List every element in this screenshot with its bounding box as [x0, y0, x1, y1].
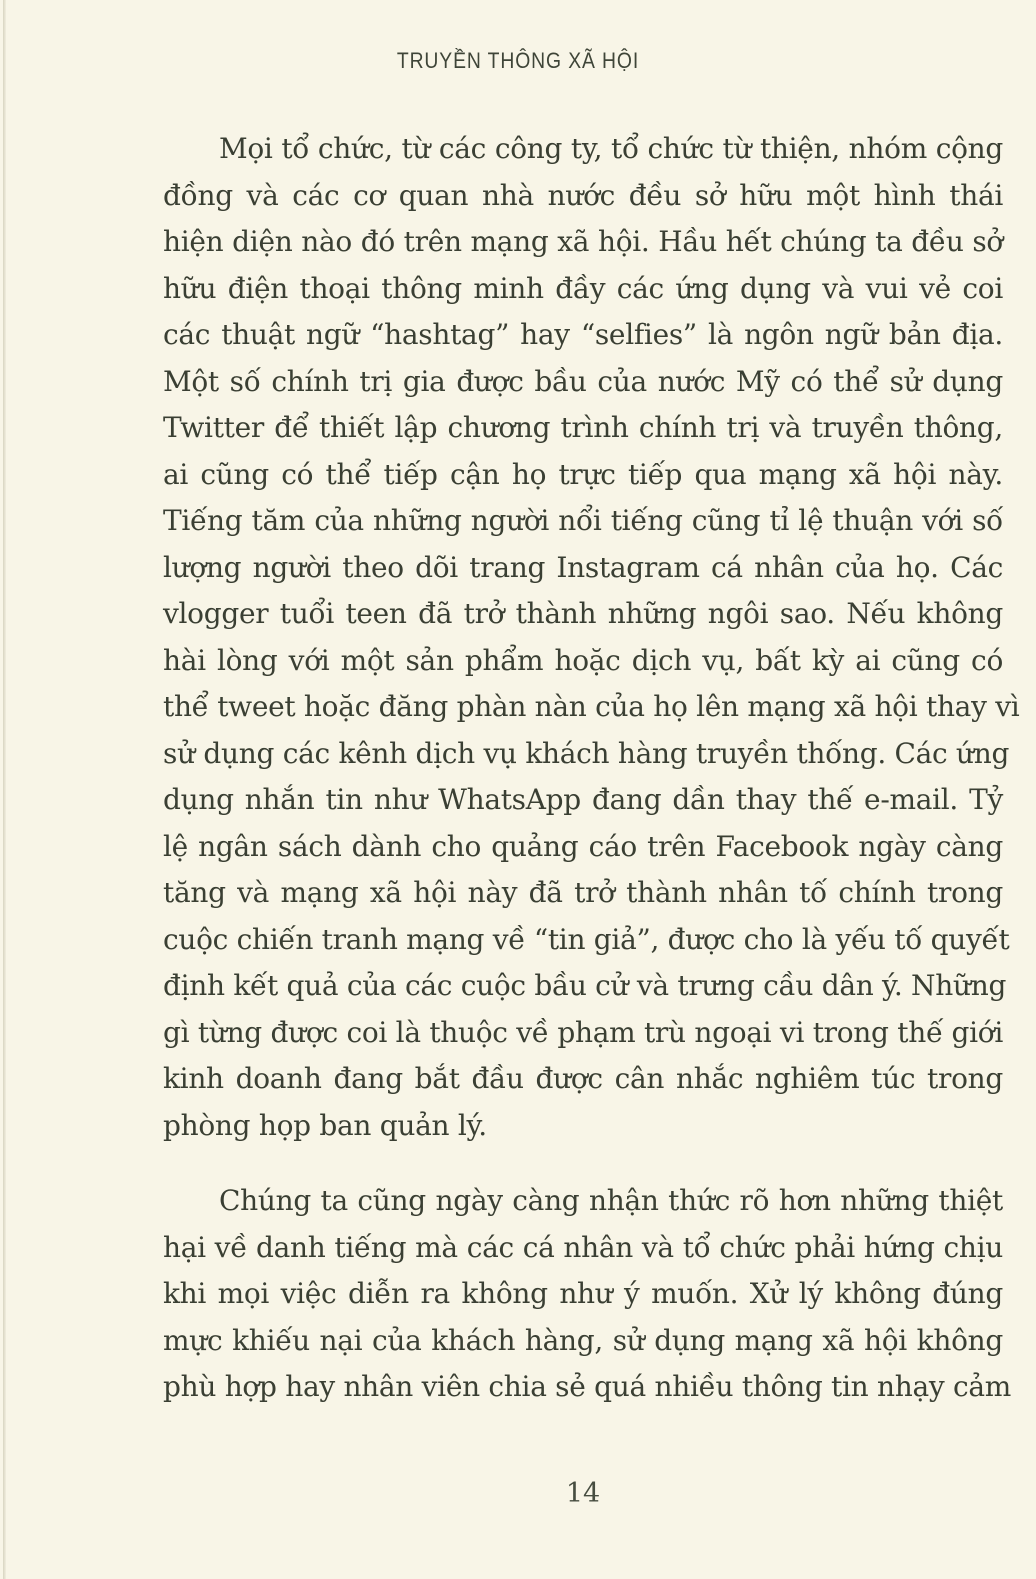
text-column [163, 126, 1020, 1411]
page-number: 14 [565, 1478, 601, 1509]
text-line: đồng và các cơ quan nhà nước đều sở hữu một hình thái [163, 178, 1003, 212]
text-line: hữu điện thoại thông minh đầy các ứng dụng và vui vẻ coi [163, 271, 1003, 305]
text-line: Mọi tổ chức, từ các công ty, tổ chức từ thiện, nhóm cộng [219, 132, 1003, 165]
paragraph-1 [163, 126, 1020, 1149]
text-line: cuộc chiến tranh mạng về “tin giả”, được cho là yếu tố quyết [163, 922, 1010, 956]
text-line: dụng nhắn tin như WhatsApp đang dần thay thế e-mail. Tỷ [163, 783, 1003, 816]
text-line: sử dụng các kênh dịch vụ khách hàng truyền thống. Các ứng [163, 736, 1010, 770]
text-line: ai cũng có thể tiếp cận họ trực tiếp qua mạng xã hội này. [163, 457, 1003, 491]
text-line: phù hợp hay nhân viên chia sẻ quá nhiều thông tin nhạy cảm [163, 1370, 1012, 1403]
text-line: hiện diện nào đó trên mạng xã hội. Hầu hết chúng ta đều sở [163, 225, 1003, 258]
text-line: lệ ngân sách dành cho quảng cáo trên Facebook ngày càng [163, 829, 1003, 863]
text-line: Twitter để thiết lập chương trình chính trị và truyền thông, [163, 411, 1003, 444]
page-edge-shadow [3, 0, 6, 1579]
text-line: lượng người theo dõi trang Instagram cá nhân của họ. Các [163, 550, 1003, 584]
running-header: TRUYỀN THÔNG XÃ HỘI [396, 48, 640, 73]
text-line: định kết quả của các cuộc bầu cử và trưng cầu dân ý. Những [163, 969, 1007, 1002]
text-line: Một số chính trị gia được bầu của nước Mỹ có thể sử dụng [163, 364, 1003, 398]
paragraph-2 [163, 1178, 1012, 1411]
text-line: khi mọi việc diễn ra không như ý muốn. Xử lý không đúng [163, 1277, 1003, 1310]
text-line: hài lòng với một sản phẩm hoặc dịch vụ, bất kỳ ai cũng có [163, 643, 1003, 677]
text-line: phòng họp ban quản lý. [163, 1108, 487, 1142]
text-line: gì từng được coi là thuộc về phạm trù ngoại vi trong thế giới [163, 1015, 1003, 1049]
text-line: các thuật ngữ “hashtag” hay “selfies” là ngôn ngữ bản địa. [163, 318, 1003, 351]
text-line: Tiếng tăm của những người nổi tiếng cũng tỉ lệ thuận với số [163, 504, 1003, 537]
text-line: tăng và mạng xã hội này đã trở thành nhân tố chính trong [163, 876, 1003, 909]
text-line: hại về danh tiếng mà các cá nhân và tổ chức phải hứng chịu [163, 1230, 1003, 1264]
text-line: vlogger tuổi teen đã trở thành những ngôi sao. Nếu không [163, 597, 1003, 630]
text-line: kinh doanh đang bắt đầu được cân nhắc nghiêm túc trong [163, 1062, 1003, 1095]
text-line: mực khiếu nại của khách hàng, sử dụng mạng xã hội không [163, 1323, 1003, 1357]
text-line: thể tweet hoặc đăng phàn nàn của họ lên mạng xã hội thay vì [163, 690, 1020, 723]
text-line: Chúng ta cũng ngày càng nhận thức rõ hơn những thiệt [219, 1184, 1003, 1217]
